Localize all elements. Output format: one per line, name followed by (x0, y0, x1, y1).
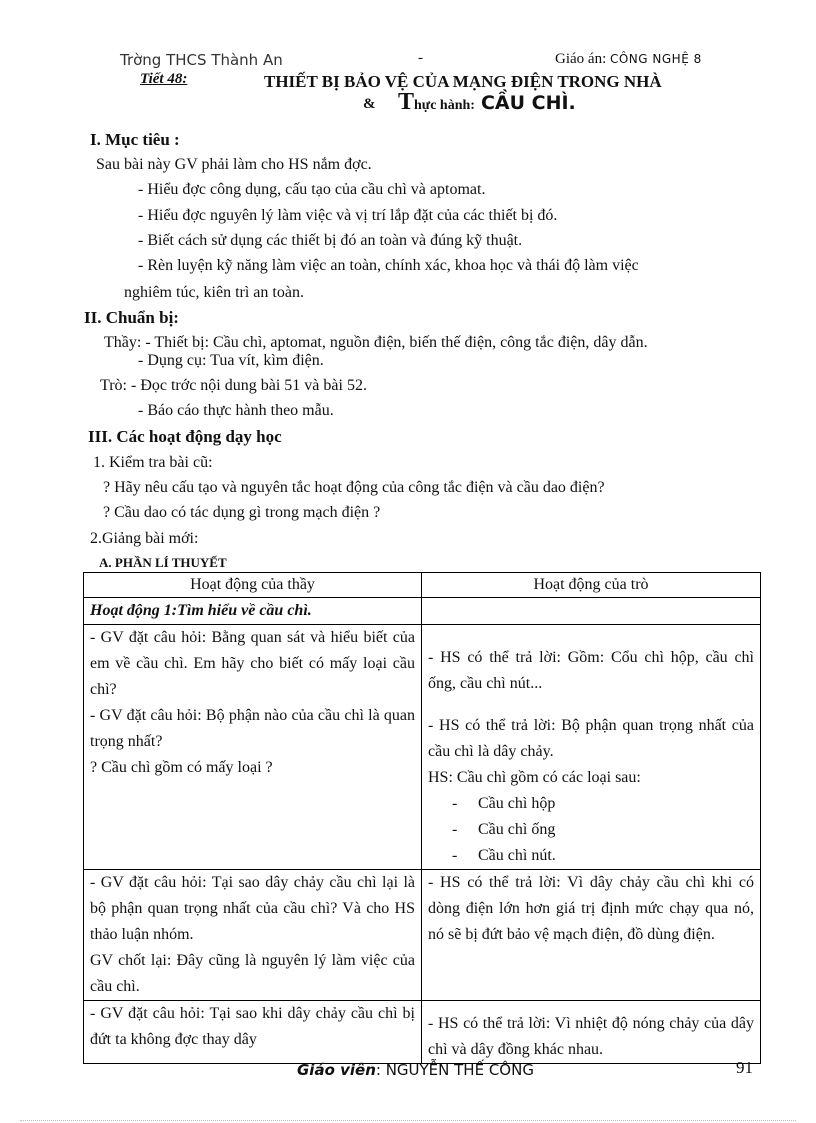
table-row (84, 598, 761, 625)
section-preparation-heading: II. Chuẩn bị: (84, 308, 179, 327)
practice-title (398, 89, 576, 116)
student-cell (422, 870, 761, 1001)
review-question: ? Hãy nêu cấu tạo và nguyên tắc hoạt động của công tắc điện và cầu dao điện? (103, 479, 605, 496)
list-item (428, 791, 754, 817)
teacher-question: - GV đặt câu hỏi: Bộ phận nào của cầu chì là quan trọng nhất? (90, 707, 415, 750)
teacher-cell (84, 870, 422, 1001)
activity-title-cell (84, 598, 422, 625)
plan-label: Giáo án: (555, 51, 607, 67)
student-cell (422, 625, 761, 870)
subject-name: CÔNG NGHỆ 8 (609, 52, 702, 66)
school-name: Trờng THCS Thành An (120, 51, 283, 69)
column-header-student: Hoạt động của trò (422, 573, 761, 598)
activity-title: Hoạt động 1:Tìm hiểu về cầu chì. (90, 602, 312, 619)
teacher-label: Giáo viên (297, 1061, 376, 1079)
objectives-heading-colon: : (174, 130, 180, 149)
objective-item: - Hiểu đợc nguyên lý làm việc và vị trí lắp đặt của các thiết bị đó. (138, 207, 558, 224)
student-report: - Báo cáo thực hành theo mẫu. (138, 402, 334, 419)
fuse-type: Cầu chì nút. (478, 847, 556, 864)
objective-continuation: nghiêm túc, kiên trì an toàn. (124, 284, 304, 301)
teacher-equipment: Thầy: - Thiết bị: Cầu chì, aptomat, nguồn điện, biến thế điện, công tắc điện, dây dẫn. (104, 334, 648, 351)
objective-item: - Hiểu đợc công dụng, cấu tạo của cầu chì và aptomat. (138, 181, 486, 198)
footer-teacher (297, 1061, 534, 1079)
lesson-number: Tiết 48: (140, 71, 188, 87)
student-answer: - HS có thể trả lời: Gồm: Cổu chì hộp, cầu chì ống, cầu chì nút... (428, 649, 754, 692)
list-item (428, 843, 754, 869)
objective-item: - Biết cách sử dụng các thiết bị đó an toàn và đúng kỹ thuật. (138, 232, 523, 249)
new-lesson-subheading: 2.Giảng bài mới: (90, 530, 199, 547)
fuse-type: Cầu chì ống (478, 821, 556, 838)
table-header-row (84, 573, 761, 598)
fuse-type-list (428, 791, 754, 869)
student-answer: - HS có thể trả lời: Vì nhiệt độ nóng chảy của dây chì và dây đồng khác nhau. (428, 1015, 754, 1058)
section-activities-heading: III. Các hoạt động dạy học (88, 427, 282, 446)
theory-part-heading: A. PHẦN LÍ THUYẾT (99, 555, 227, 570)
page-bottom-divider (20, 1120, 796, 1121)
practice-topic: CẦU CHÌ. (480, 92, 576, 114)
practice-colon: : (470, 98, 475, 113)
column-header-teacher: Hoạt động của thầy (84, 573, 422, 598)
table-row (84, 1001, 761, 1064)
teacher-conclusion: GV chốt lại: Đây cũng là nguyên lý làm việc của cầu chì. (90, 952, 415, 995)
objective-item: - Rèn luyện kỹ năng làm việc an toàn, chính xác, khoa học và thái độ làm việc (138, 257, 639, 274)
empty-cell (422, 598, 761, 625)
lesson-title: THIẾT BỊ BẢO VỆ CỦA MẠNG ĐIỆN TRONG NHÀ (264, 72, 662, 91)
teacher-question: - GV đặt câu hỏi: Tại sao khi dây chảy cầu chì bị đứt ta không đợc thay dây (90, 1005, 415, 1048)
teacher-tools: - Dụng cụ: Tua vít, kìm điện. (138, 352, 324, 369)
title-ampersand: & (363, 96, 376, 112)
objectives-intro: Sau bài này GV phải làm cho HS nắm đợc. (96, 156, 372, 173)
list-item (428, 817, 754, 843)
review-question: ? Cầu dao có tác dụng gì trong mạch điện ? (103, 504, 381, 521)
page-number: 91 (736, 1058, 753, 1077)
student-answer: - HS có thể trả lời: Vì dây chảy cầu chì khi có dòng điện lớn hơn giá trị định mức chạy qua nó, nó sẽ bị đứt bảo vệ mạch điện, đồ dùng điện. (428, 874, 754, 943)
teacher-cell (84, 1001, 422, 1064)
teacher-name: : NGUYỄN THẾ CÔNG (375, 1061, 534, 1079)
review-subheading: 1. Kiểm tra bài cũ: (93, 454, 213, 471)
student-answer: HS: Cầu chì gồm có các loại sau: (428, 769, 641, 786)
student-cell (422, 1001, 761, 1064)
objectives-heading-text: I. Mục tiêu (90, 130, 170, 149)
teacher-question: - GV đặt câu hỏi: Tại sao dây chảy cầu chì lại là bộ phận quan trọng nhất của cầu chì? Và cho HS thảo luận nhóm. (90, 874, 415, 943)
lesson-plan-label (555, 51, 702, 68)
table-row (84, 870, 761, 1001)
student-reading: Trò: - Đọc trớc nội dung bài 51 và bài 52. (100, 377, 367, 394)
teacher-cell (84, 625, 422, 870)
teacher-question: - GV đặt câu hỏi: Bằng quan sát và hiểu biết của em về cầu chì. Em hãy cho biết có mấy loại cầu chì? (90, 629, 415, 698)
practice-initial: T (398, 89, 415, 115)
fuse-type: Cầu chì hộp (478, 795, 556, 812)
header-dash: - (418, 50, 423, 66)
student-answer: - HS có thể trả lời: Bộ phận quan trọng nhất của cầu chì là dây chảy. (428, 717, 754, 760)
teacher-question: ? Cầu chì gồm có mấy loại ? (90, 759, 273, 776)
section-objectives-heading (90, 130, 180, 150)
practice-word: hực hành (414, 98, 471, 113)
table-row (84, 625, 761, 870)
activity-table (83, 572, 761, 1064)
